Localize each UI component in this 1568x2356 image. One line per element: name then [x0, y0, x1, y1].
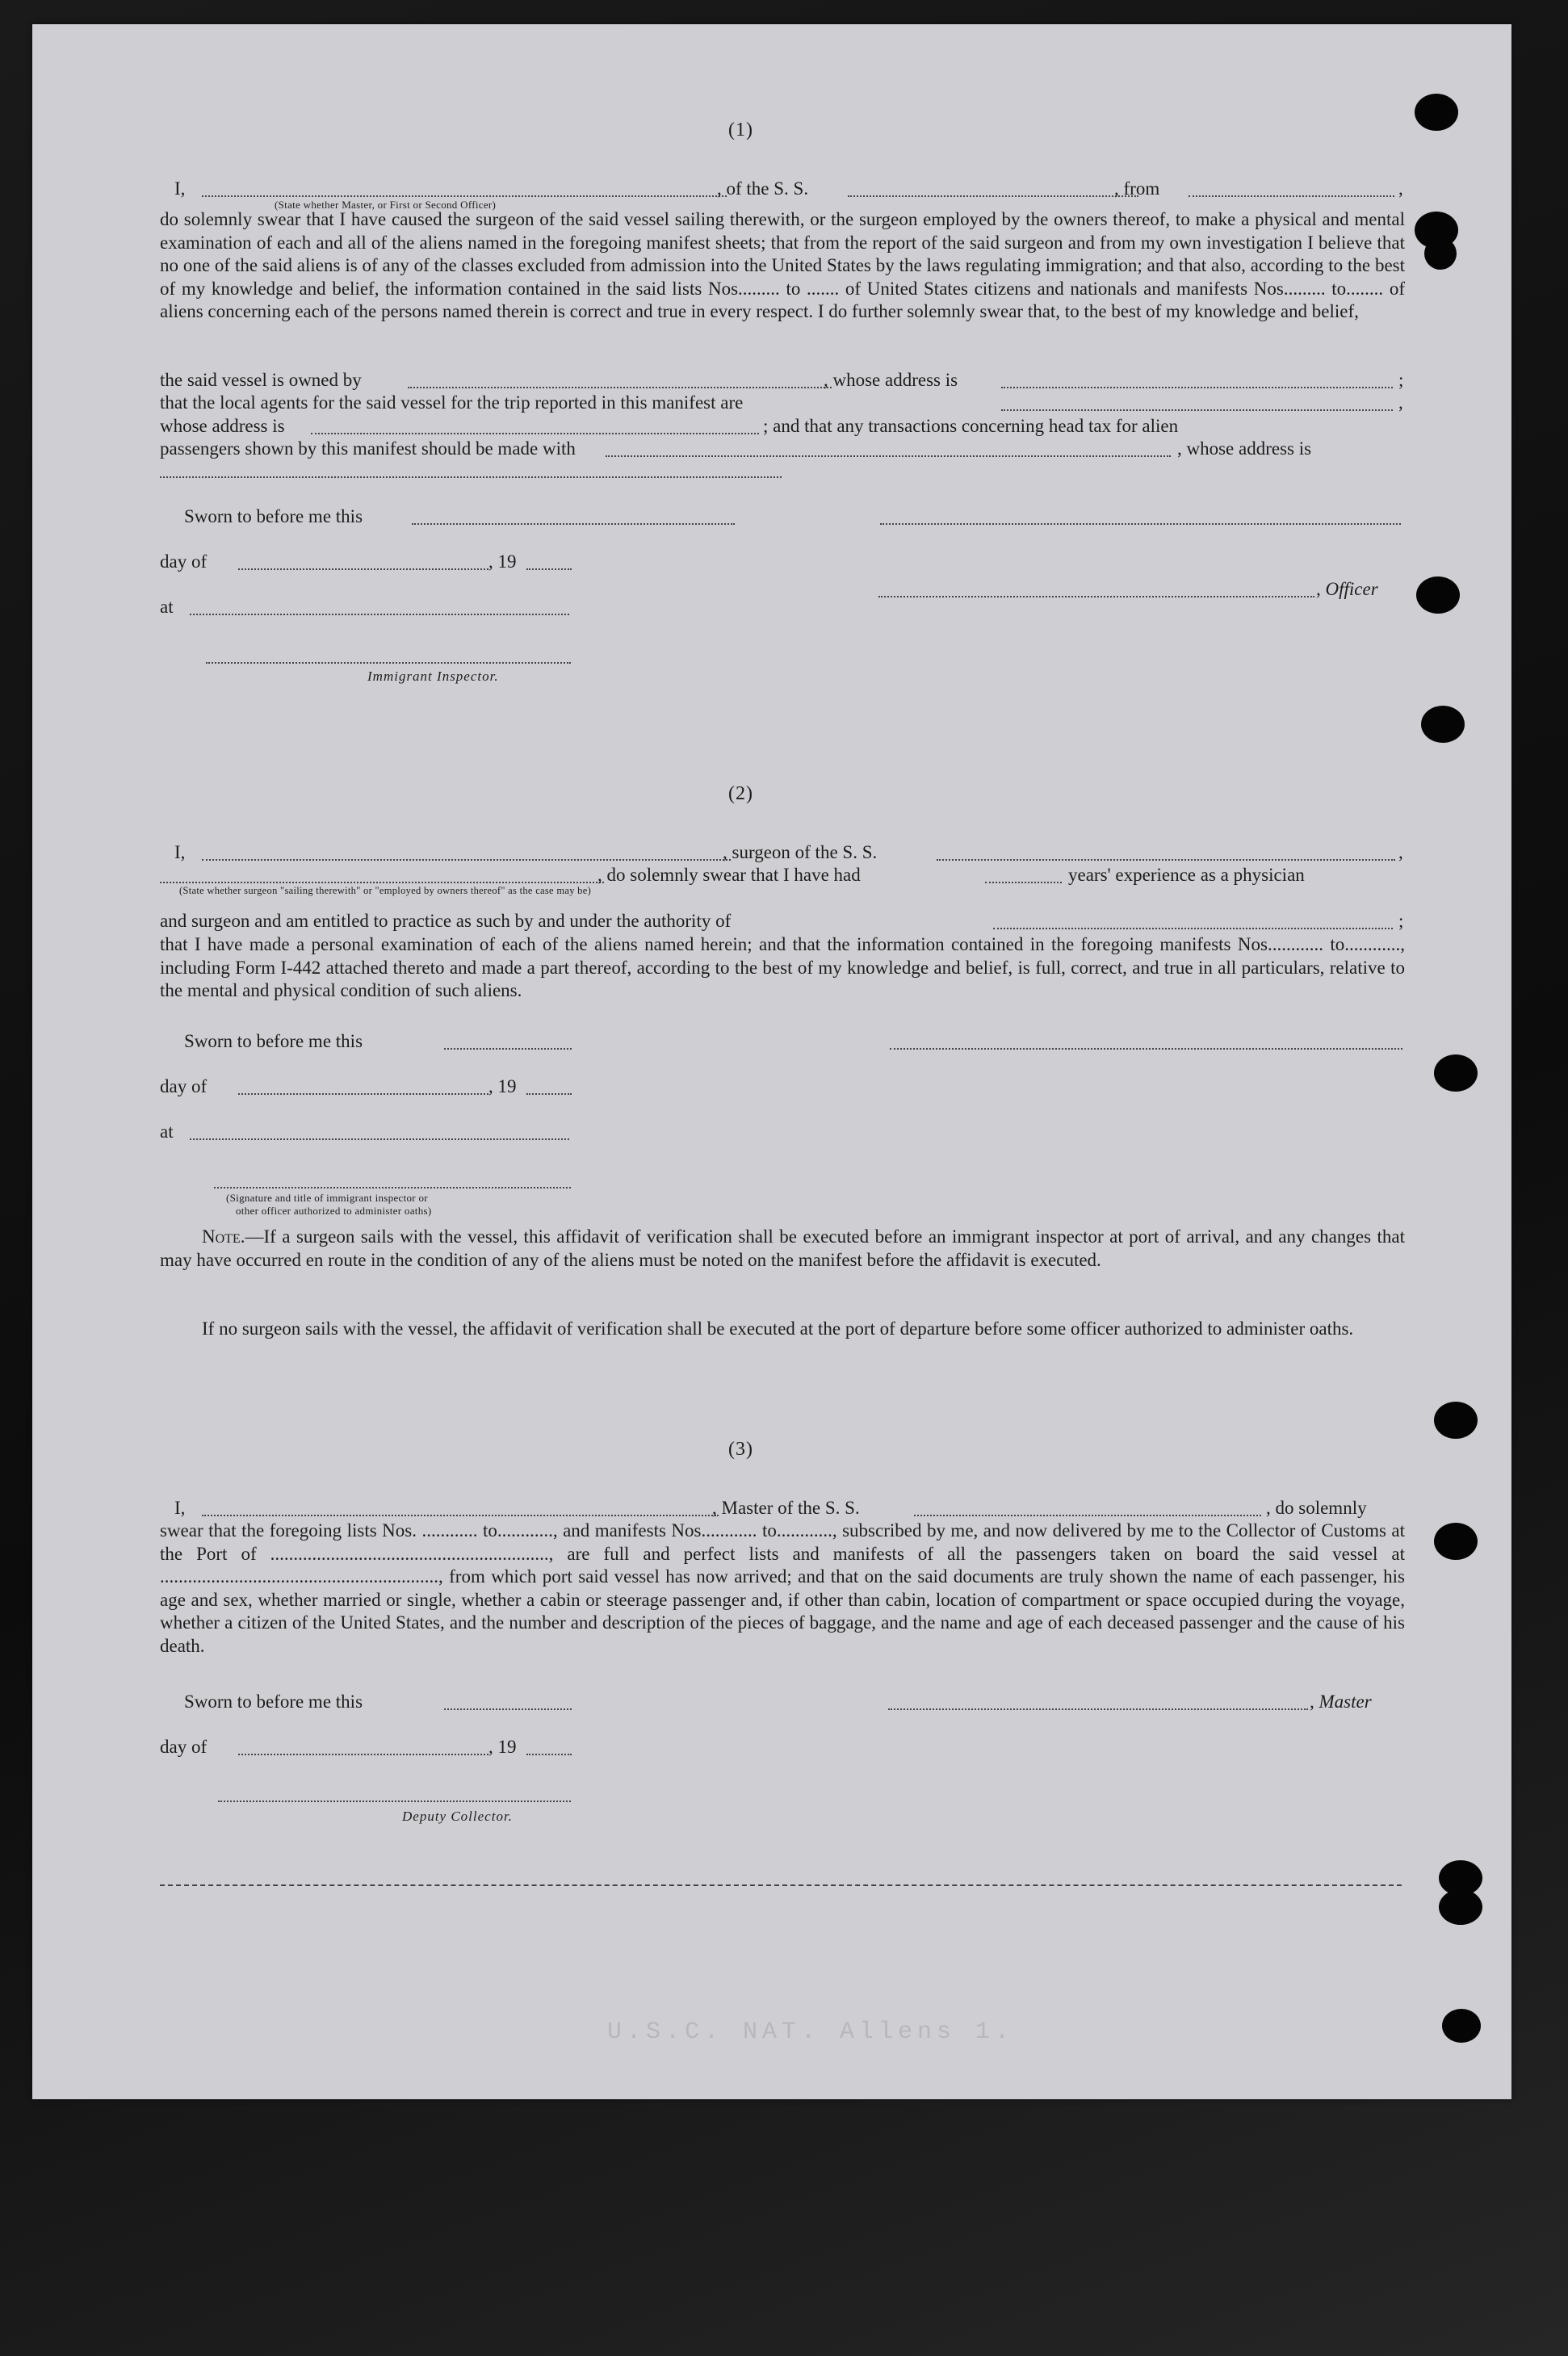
section-1-from-field [1189, 195, 1394, 197]
section-1-sworn-field [412, 523, 735, 525]
section-1-sworn: Sworn to before me this [184, 506, 363, 526]
section-2-sig-note-1: (Signature and title of immigrant inspector or [226, 1192, 428, 1204]
section-2-i: I, [174, 842, 186, 862]
section-1-whose-address-2: whose address is [160, 416, 285, 436]
document-page [32, 24, 1511, 2099]
section-1-body: do solemnly swear that I have caused the surgeon of the said vessel sailing therewith, or the surgeon employed by the owners thereof, to make a physical and mental examination of each and all of the aliens named in the foregoing manifest sheets; that from the report of the said surgeon and from my own investigation I believe that no one of the said aliens is of any of the classes excluded from admission into the United States by the laws regulating immigration; and that also, according to the best of my knowledge and belief, the information contained in the said lists Nos......... to ....... of United States citizens and nationals and manifests Nos......... to........ of aliens concerning each of the persons named therein is correct and true in every respect. I do further solemnly swear that, to the best of my knowledge and belief, [160, 209, 1405, 321]
section-2-day-field [238, 1093, 488, 1095]
section-1-whose-address: , whose address is [824, 370, 958, 390]
section-2-sworn-field [444, 1048, 572, 1050]
section-1-ship-field [848, 195, 1138, 197]
section-3-master-sig-line [888, 1708, 1308, 1710]
section-2-ship-field [937, 859, 1395, 861]
section-3-year-field [526, 1754, 572, 1755]
section-2-body: that I have made a personal examination of each of the aliens named herein; and that the information contained in the foregoing manifests Nos............ to............, including Form I-442 attached thereto and made a part thereof, according to the best of my knowledge and belief, is full, correct, and true in all particulars, relative to the mental and physical condition of such aliens. [160, 934, 1405, 1000]
section-1-owner-field [408, 387, 832, 388]
section-1-officer-sig-line [880, 523, 1401, 525]
section-3-i: I, [174, 1498, 186, 1518]
punch-hole-11 [1442, 2009, 1481, 2043]
section-2-sig-line [890, 1048, 1402, 1050]
section-1-semicolon: ; [1398, 370, 1404, 390]
section-3-nineteen: , 19 [488, 1737, 517, 1757]
section-2-nineteen: , 19 [488, 1076, 517, 1096]
section-2-day-of: day of [160, 1076, 208, 1096]
section-3-master-of: , Master of the S. S. [712, 1498, 860, 1518]
section-2-note-2: If no surgeon sails with the vessel, the affidavit of verification shall be executed at the port of departure before some officer authorized to administer oaths. [202, 1318, 1354, 1339]
section-1-nineteen: , 19 [488, 551, 517, 572]
section-1-comma: , [1398, 178, 1403, 199]
section-1-address-field-3 [160, 476, 782, 478]
section-1-inspector-line [206, 662, 571, 664]
section-1-passengers: passengers shown by this manifest should be made with [160, 438, 576, 459]
section-1-officer: , Officer [1316, 579, 1378, 599]
section-3-sworn: Sworn to before me this [184, 1692, 363, 1712]
section-1-from: , from [1114, 178, 1160, 199]
section-3-sworn-field [444, 1708, 572, 1710]
section-2-surgeon-of: , surgeon of the S. S. [723, 842, 878, 862]
section-2-at-field [190, 1138, 569, 1140]
section-1-address-field [1001, 387, 1393, 388]
section-1-agents-field [1001, 409, 1393, 411]
section-3-deputy-line [218, 1801, 571, 1802]
section-1-at: at [160, 597, 174, 617]
section-1-inspector: Immigrant Inspector. [367, 669, 499, 684]
section-2-sig-note-2: other officer authorized to administer oaths) [236, 1205, 432, 1217]
section-1-owned-by: the said vessel is owned by [160, 370, 362, 390]
section-3-do-solemnly: , do solemnly [1266, 1498, 1367, 1518]
section-1-address-field-2 [311, 433, 759, 434]
punch-hole-7 [1434, 1402, 1478, 1439]
note-text: —If a surgeon sails with the vessel, this affidavit of verification shall be executed before an immigrant inspector at port of arrival, and any changes that may have occurred en route in the condition of any of the aliens must be noted on the manifest before the affidavit is executed. [160, 1226, 1405, 1270]
section-1-day-of: day of [160, 551, 208, 572]
footer-ghost-text: U.S.C. NAT. Allens 1. [607, 2019, 1015, 2046]
section-1-at-field [190, 614, 569, 615]
section-2-surgeon-type-field [160, 882, 604, 883]
punch-hole-10 [1439, 1889, 1482, 1925]
section-2-title: (2) [728, 783, 753, 804]
section-3-ship-field [914, 1515, 1261, 1516]
section-3-title: (3) [728, 1439, 753, 1460]
section-1-comma-2: , [1398, 392, 1403, 413]
section-2-years: years' experience as a physician [1068, 865, 1305, 885]
section-3-master: , Master [1310, 1692, 1372, 1712]
note-label: Note. [202, 1226, 245, 1247]
section-3-name-field [202, 1515, 719, 1516]
section-1-officer-line [878, 596, 1314, 597]
section-1-title: (1) [728, 119, 753, 140]
section-2-semicolon: ; [1398, 911, 1404, 931]
section-1-of-the-ss: , of the S. S. [717, 178, 809, 199]
section-1-head-tax: ; and that any transactions concerning head tax for alien [763, 416, 1179, 436]
section-2-name-field [202, 859, 731, 861]
section-1-i: I, [174, 178, 186, 199]
punch-hole-8 [1434, 1523, 1478, 1560]
section-2-authority: and surgeon and am entitled to practice as such by and under the authority of [160, 911, 732, 931]
punch-hole-5 [1421, 706, 1465, 743]
section-3-day-of: day of [160, 1737, 208, 1757]
section-1-master-note: (State whether Master, or First or Second Officer) [275, 199, 497, 211]
section-1-name-field [202, 195, 727, 197]
section-2-sig-line-2 [214, 1187, 571, 1188]
section-2-sworn: Sworn to before me this [184, 1031, 363, 1051]
section-1-passengers-field [606, 455, 1171, 457]
bottom-rule [160, 1884, 1402, 1886]
section-1-local-agents: that the local agents for the said vessel for the trip reported in this manifest are [160, 392, 744, 413]
section-2-note [160, 1226, 1405, 1272]
punch-hole-4 [1416, 576, 1460, 614]
section-2-do-swear: , do solemnly swear that I have had [597, 865, 861, 885]
punch-hole-3 [1424, 237, 1457, 270]
section-1-day-field [238, 568, 488, 570]
section-2-years-field [985, 882, 1062, 883]
section-3-deputy: Deputy Collector. [402, 1809, 513, 1824]
section-2-comma: , [1398, 842, 1403, 862]
section-2-at: at [160, 1121, 174, 1142]
section-2-surgeon-note: (State whether surgeon "sailing therewith" or "employed by owners thereof" as the case may be) [179, 885, 592, 896]
section-2-authority-field [993, 928, 1393, 929]
punch-hole-6 [1434, 1054, 1478, 1092]
section-3-body: swear that the foregoing lists Nos. ............ to............, and manifests Nos............ to............, subscribed by me, and now delivered by me to the Collector of Customs at the Port of ............................................................, are full and perfect lists and manifests of all the passengers taken on board the said vessel at ............................................................, from which port said vessel has now arrived; and that on the said documents are truly shown the name of each passenger, his age and sex, whether married or single, whether a cabin or steerage passenger and, if other than cabin, location of compartment or space occupied during the voyage, whether a citizen of the United States, and the number and description of the pieces of baggage, and the name and age of each deceased passenger and the cause of his death. [160, 1520, 1405, 1656]
section-1-year-field [526, 568, 572, 570]
section-1-whose-address-3: , whose address is [1177, 438, 1312, 459]
punch-hole-1 [1415, 94, 1458, 131]
section-2-year-field [526, 1093, 572, 1095]
section-3-day-field [238, 1754, 488, 1755]
